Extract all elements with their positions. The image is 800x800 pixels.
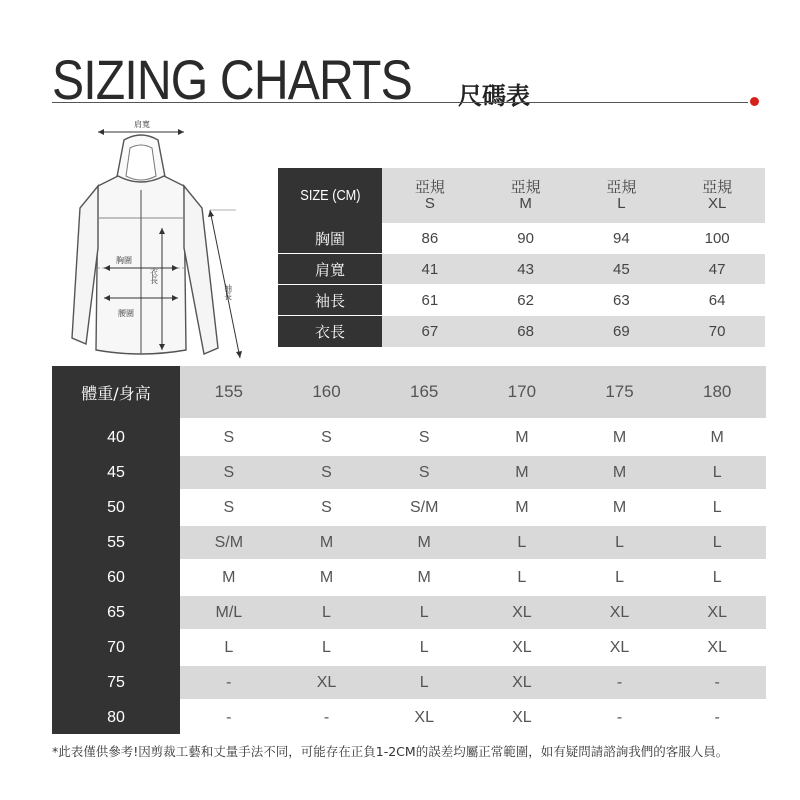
table-cell: S [375, 456, 473, 489]
measure-row-chest [278, 223, 765, 253]
table-cell: - [323, 708, 330, 726]
table-row [52, 596, 766, 629]
size-column-xl: 亞規 XL [669, 168, 765, 223]
weight-label: 75 [107, 673, 125, 691]
table-cell: S [418, 428, 430, 446]
table-cell: XL [571, 596, 669, 629]
table-cell: L [224, 638, 234, 656]
table-cell: L [419, 638, 429, 656]
table-cell: 41 [382, 254, 478, 284]
table-cell: L [375, 596, 473, 629]
table-cell: XL [278, 666, 376, 699]
measure-row-length [278, 316, 765, 347]
table-cell: - [668, 666, 766, 699]
height-header: 155 [180, 366, 278, 418]
table-cell: L [375, 666, 473, 699]
table-cell: 100 [704, 229, 730, 247]
table-cell: 47 [669, 254, 765, 284]
height-header: 180 [668, 366, 766, 418]
table-cell: - [180, 666, 278, 699]
weight-label: 45 [107, 463, 125, 481]
table-cell: 68 [478, 316, 574, 347]
table-row [52, 666, 766, 699]
table-cell: XL [473, 596, 571, 629]
size-column-m: 亞規 M [478, 168, 574, 223]
length-label: 衣長 [149, 268, 159, 284]
table-cell: 86 [421, 229, 439, 247]
page-title: SIZING CHARTS [52, 48, 412, 111]
table-row [52, 561, 766, 594]
table-cell: 43 [478, 254, 574, 284]
table-cell: M [612, 498, 627, 516]
table-row [52, 631, 766, 664]
table-cell: M [571, 456, 669, 489]
table-cell: - [226, 708, 232, 726]
height-header-row [52, 366, 766, 418]
table-cell: S [223, 498, 235, 516]
weight-label: 40 [107, 428, 125, 446]
table-cell: S/M [409, 498, 439, 516]
table-cell: M [515, 498, 529, 516]
table-cell: XL [512, 638, 532, 656]
height-header: 165 [375, 366, 473, 418]
table-cell: L [322, 638, 331, 656]
table-cell: M [710, 428, 724, 446]
height-header: 175 [571, 366, 669, 418]
table-cell: S [321, 498, 332, 516]
table-cell: - [616, 708, 623, 726]
table-row [52, 421, 766, 454]
size-column-s: 亞規 S [382, 168, 478, 223]
measurement-header-row [278, 168, 765, 223]
table-cell: XL [707, 638, 727, 656]
table-cell: L [571, 526, 669, 559]
table-cell: L [473, 526, 571, 559]
table-cell: S/M [180, 526, 278, 559]
hem-label: 腰圍 [118, 309, 134, 318]
weight-label: 60 [107, 568, 125, 586]
table-row [52, 456, 766, 489]
row-label: 衣長 [278, 316, 382, 347]
table-cell: S [180, 456, 278, 489]
height-header: 160 [278, 366, 376, 418]
table-cell: 64 [708, 291, 726, 309]
table-cell: M [612, 428, 627, 446]
table-cell: L [712, 498, 722, 516]
chest-label: 胸圍 [116, 256, 132, 265]
table-cell: M [473, 456, 571, 489]
weight-label: 80 [107, 708, 125, 726]
table-row [52, 701, 766, 734]
table-cell: - [571, 666, 669, 699]
table-cell: 62 [517, 291, 534, 309]
table-cell: L [278, 596, 376, 629]
table-cell: M [417, 568, 431, 586]
row-label: 胸圍 [278, 223, 382, 253]
table-cell: XL [414, 708, 434, 726]
table-cell: 67 [382, 316, 478, 347]
table-cell: - [714, 708, 720, 726]
jacket-illustration [58, 118, 280, 368]
jacket-diagram [58, 118, 280, 368]
row-label: 肩寬 [278, 254, 382, 284]
weight-label: 65 [107, 603, 125, 621]
table-cell: 94 [613, 229, 630, 247]
height-header: 170 [473, 366, 571, 418]
measure-row-sleeve [278, 285, 765, 315]
weight-height-label: 體重/身高 [81, 383, 151, 403]
table-cell: L [517, 568, 527, 586]
table-cell: L [668, 526, 766, 559]
table-cell: 61 [421, 291, 439, 309]
table-cell: S [223, 428, 235, 446]
table-cell: M [222, 568, 236, 586]
table-cell: M [515, 428, 529, 446]
table-cell: 90 [517, 229, 534, 247]
table-cell: S [321, 428, 332, 446]
size-column-l: 亞規 L [574, 168, 670, 223]
table-cell: L [668, 456, 766, 489]
weight-label: 50 [107, 498, 125, 516]
page-subtitle: 尺碼表 [458, 82, 530, 110]
footnote: *此表僅供參考!因剪裁工藝和丈量手法不同，可能存在正負1-2CM的誤差均屬正常範圍，如有疑問請諮詢我們的客服人員。 [52, 744, 729, 759]
table-cell: 69 [574, 316, 670, 347]
table-cell: XL [668, 596, 766, 629]
weight-label: 70 [107, 638, 125, 656]
table-cell: XL [473, 666, 571, 699]
weight-label: 55 [107, 533, 125, 551]
table-cell: XL [609, 638, 630, 656]
table-cell: M [319, 568, 334, 586]
accent-dot [750, 97, 759, 106]
table-cell: 63 [613, 291, 630, 309]
table-cell: XL [512, 708, 532, 726]
table-row [52, 526, 766, 559]
table-cell: 70 [669, 316, 765, 347]
table-cell: M [278, 526, 376, 559]
size-unit-label: SIZE (CM) [278, 168, 382, 223]
row-label: 袖長 [278, 285, 382, 315]
table-cell: M/L [180, 596, 278, 629]
table-cell: M [375, 526, 473, 559]
shoulder-label: 肩寬 [134, 120, 150, 129]
table-cell: L [712, 568, 722, 586]
title-divider [52, 102, 748, 103]
table-cell: S [278, 456, 376, 489]
measure-row-shoulder [278, 254, 765, 284]
table-cell: 45 [574, 254, 670, 284]
sleeve-label: 袖長 [223, 284, 233, 300]
table-cell: L [615, 568, 624, 586]
table-row [52, 491, 766, 524]
